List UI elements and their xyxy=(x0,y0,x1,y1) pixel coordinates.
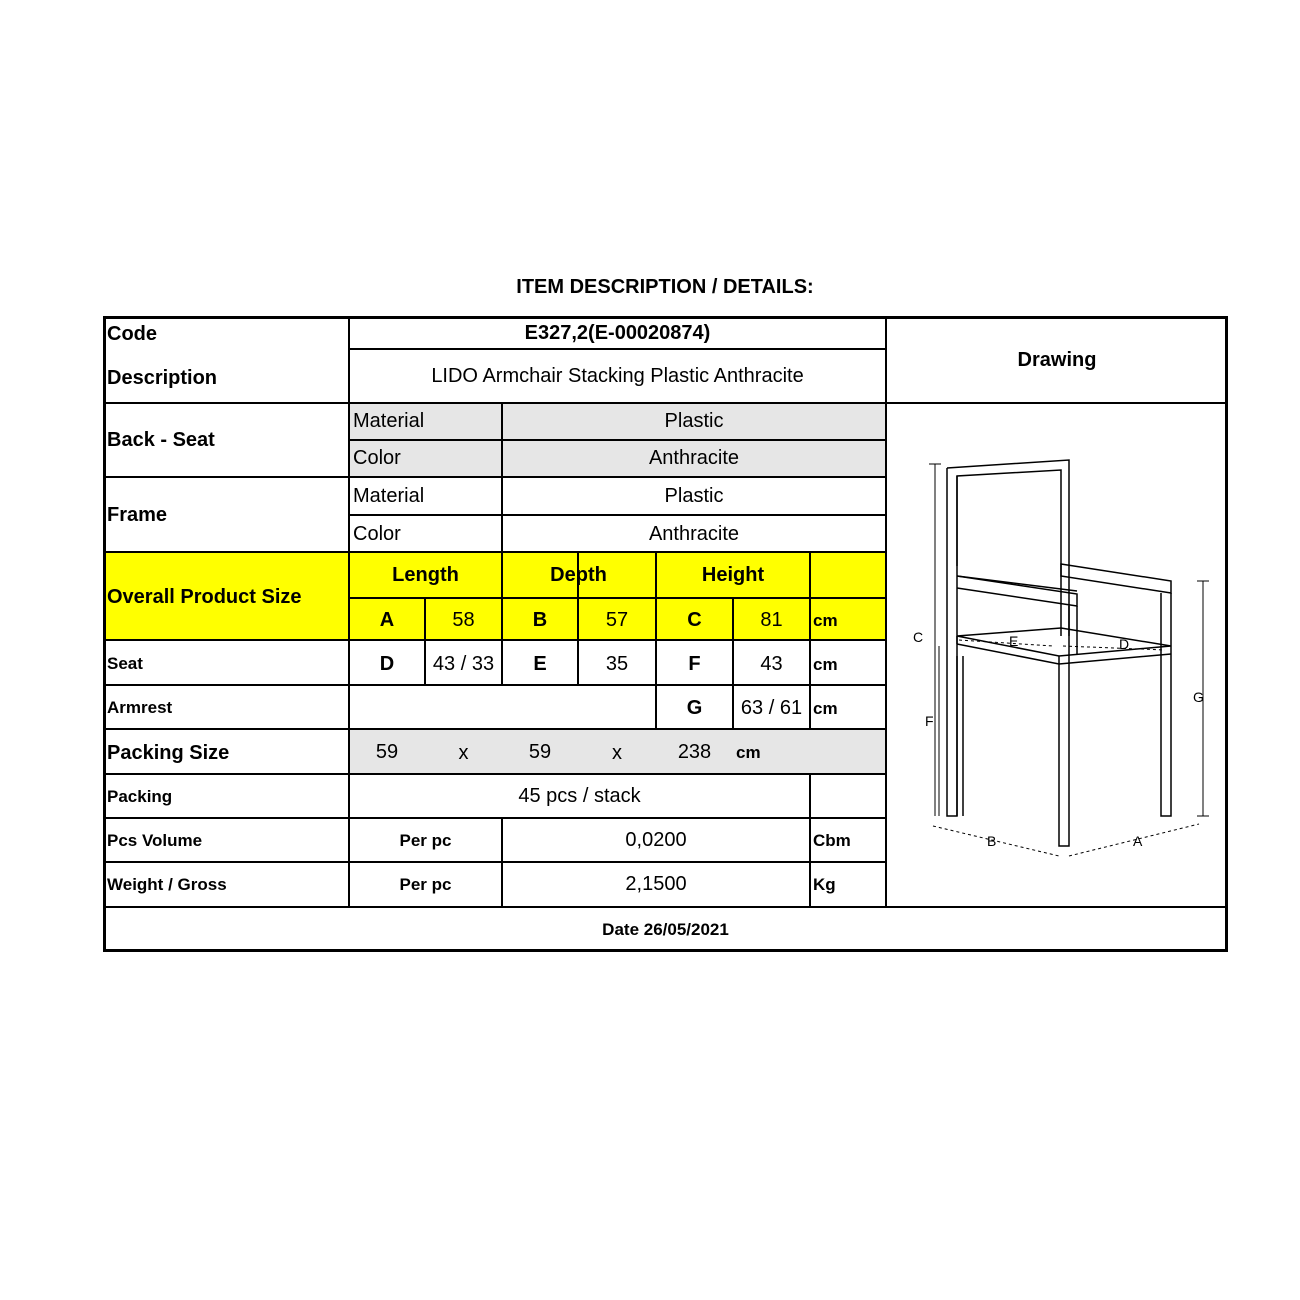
overall-size-label: Overall Product Size xyxy=(107,586,302,608)
code-label: Code xyxy=(107,323,157,345)
weight-unit: Kg xyxy=(813,875,836,894)
packing-value: 45 pcs / stack xyxy=(518,785,641,807)
dim-g-label: G xyxy=(686,697,703,719)
spec-table xyxy=(103,316,1228,952)
dim-d-label: D xyxy=(379,653,395,675)
drawing-label-d: D xyxy=(1119,636,1130,652)
drawing-label-c: C xyxy=(913,629,924,645)
dim-e-value: 35 xyxy=(605,653,629,675)
seat-label: Seat xyxy=(107,654,143,673)
weight-label: Weight / Gross xyxy=(107,875,227,894)
dim-e-label: E xyxy=(533,653,547,675)
dimension-lines xyxy=(933,640,1199,856)
pcs-volume-unit: Cbm xyxy=(813,831,851,850)
pcs-volume-label: Pcs Volume xyxy=(107,831,203,850)
packing-size-x1: x xyxy=(458,742,469,764)
weight-value: 2,1500 xyxy=(625,873,687,895)
code-value: E327,2(E-00020874) xyxy=(524,322,711,344)
dim-g-value: 63 / 61 xyxy=(740,697,803,719)
dim-a-label: A xyxy=(379,609,395,631)
dim-a-value: 58 xyxy=(452,609,475,631)
back-seat-material-value: Plastic xyxy=(664,410,724,432)
pcs-volume-value: 0,0200 xyxy=(625,829,687,851)
armrest-label: Armrest xyxy=(107,698,173,717)
frame-label: Frame xyxy=(107,504,168,526)
back-seat-label: Back - Seat xyxy=(107,429,215,451)
dim-b-label: B xyxy=(532,609,548,631)
dim-f-value: 43 xyxy=(760,653,783,675)
frame-color-value: Anthracite xyxy=(648,523,740,545)
depth-header: Depth xyxy=(550,564,607,586)
dim-c-value: 81 xyxy=(760,609,783,631)
packing-size-x2: x xyxy=(612,742,622,764)
packing-size-unit: cm xyxy=(736,743,761,762)
packing-size-height: 238 xyxy=(677,741,712,763)
packing-label: Packing xyxy=(107,787,173,806)
date-footer: Date 26/05/2021 xyxy=(602,920,729,939)
drawing-label-f: F xyxy=(925,713,934,729)
sheet-title: ITEM DESCRIPTION / DETAILS: xyxy=(516,276,814,298)
dim-f-label: F xyxy=(688,653,701,675)
dim-b-value: 57 xyxy=(605,609,629,631)
frame-material-value: Plastic xyxy=(664,485,724,507)
chair-drawing xyxy=(903,446,1213,866)
back-seat-color-value: Anthracite xyxy=(648,447,740,469)
height-header: Height xyxy=(701,564,765,586)
dim-c-label: C xyxy=(687,609,702,631)
armrest-unit: cm xyxy=(813,699,838,718)
description-value: LIDO Armchair Stacking Plastic Anthracite xyxy=(431,365,804,387)
drawing-label-e: E xyxy=(1009,633,1019,649)
drawing-label-g: G xyxy=(1193,689,1204,705)
drawing-label-b: B xyxy=(987,833,997,849)
packing-size-width: 59 xyxy=(375,741,399,763)
packing-size-depth: 59 xyxy=(528,741,552,763)
chair-outline xyxy=(947,460,1171,846)
frame-material-label: Material xyxy=(353,485,425,507)
drawing-label-a: A xyxy=(1133,833,1143,849)
frame-color-label: Color xyxy=(353,523,401,545)
description-label: Description xyxy=(107,367,218,389)
drawing-header: Drawing xyxy=(1017,349,1097,371)
back-seat-material-label: Material xyxy=(353,410,425,432)
pcs-volume-per: Per pc xyxy=(399,831,452,850)
seat-unit: cm xyxy=(813,655,838,674)
back-seat-color-label: Color xyxy=(353,447,401,469)
overall-unit: cm xyxy=(813,611,838,630)
weight-per: Per pc xyxy=(399,875,452,894)
dim-d-value: 43 / 33 xyxy=(432,653,495,675)
length-header: Length xyxy=(392,564,459,586)
packing-size-label: Packing Size xyxy=(107,742,230,764)
